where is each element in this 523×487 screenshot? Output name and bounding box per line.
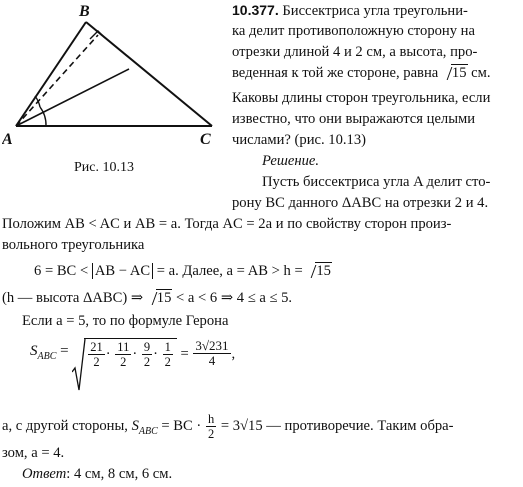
frac-9-2: $\frac{9}{2}$ [143,340,151,369]
other-side-line: а, с другой стороны, $S_{ABC}$ = BC · $\frac{h}{2}$ = 3√15 — противоречие. Таким обра- [2,412,454,441]
solution-line-3: Положим AB < AC и AB = a. Тогда AC = 2a и по свойству сторон произ- [2,216,452,232]
frac-1-2: $\frac{1}{2}$ [164,340,171,369]
problem-text-4a: веденная к той же стороне, равна [232,65,439,81]
side-ab [16,22,86,126]
problem-text-4b: см. [471,65,491,81]
problem-line-1 [232,0,468,21]
answer-line [22,464,172,484]
solution-heading: Решение. [262,153,320,169]
abs-expression: AB − AC [92,263,153,279]
problem-line-4 [232,63,491,83]
problem-line-6: известно, что они выражаются целыми [232,111,476,127]
solution-line-2: рону BC данного ΔABC на отрезки 2 и 4. [232,195,489,211]
sqrt-15-c: 15 [147,288,173,308]
frac-h-2: $\frac{h}{2}$ [207,412,215,441]
inequality-line-1: 6 = BC < AB − AC = a. Далее, a = AB > h = 15 [34,263,331,279]
sqrt-15-b: 15 [306,261,332,281]
problem-text-1: Биссектриса угла треугольни- [282,3,468,19]
heron-formula: $S_{ABC}$ = $\frac{21}{2}$ · $\frac{11}{2}$ · $\frac{9}{2}$ · $\frac{1}{2}$ = $\frac{3√231}{4}$ , [30,338,235,394]
solution-line-1: Пусть биссектриса угла A делит сто- [262,174,491,190]
angle-arc-outer [40,107,46,126]
problem-line-5: Каковы длины сторон треугольника, если [232,90,491,106]
conclusion-line: зом, a = 4. [2,445,65,461]
height-line [16,35,98,126]
problem-line-2: ка делит противоположную сторону на [232,23,475,39]
inequality-line-2: (h — высота ΔABC) ⇒ 15 < a < 6 ⇒ 4 ≤ a ≤ 5. [2,290,293,306]
angle-arc-inner [35,96,40,107]
solution-line-4: вольного треугольника [2,237,145,253]
triangle-figure [2,0,220,150]
heron-intro: Если a = 5, то по формуле Герона [22,313,229,329]
sqrt-15-a: 15 [442,63,468,83]
heron-result: $\frac{3√231}{4}$ [195,338,229,368]
frac-11-2: $\frac{11}{2}$ [117,340,130,369]
problem-line-3: отрезки длиной 4 и 2 см, а высота, про- [232,44,478,60]
median-line [16,69,129,126]
answer-value: : 4 см, 8 см, 6 см. [66,466,173,482]
label-b: B [79,3,90,20]
label-c: C [200,131,211,148]
problem-number: 10.377. [232,2,279,18]
problem-line-7: числами? (рис. 10.13) [232,132,366,148]
label-a: A [2,131,13,148]
heron-sqrt: $\frac{21}{2}$ · $\frac{11}{2}$ · $\frac{9}{2}$ · $\frac{1}{2}$ [72,338,177,369]
frac-21-2: $\frac{21}{2}$ [90,340,103,369]
figure-caption: Рис. 10.13 [74,160,134,175]
answer-label: Ответ [22,466,67,482]
